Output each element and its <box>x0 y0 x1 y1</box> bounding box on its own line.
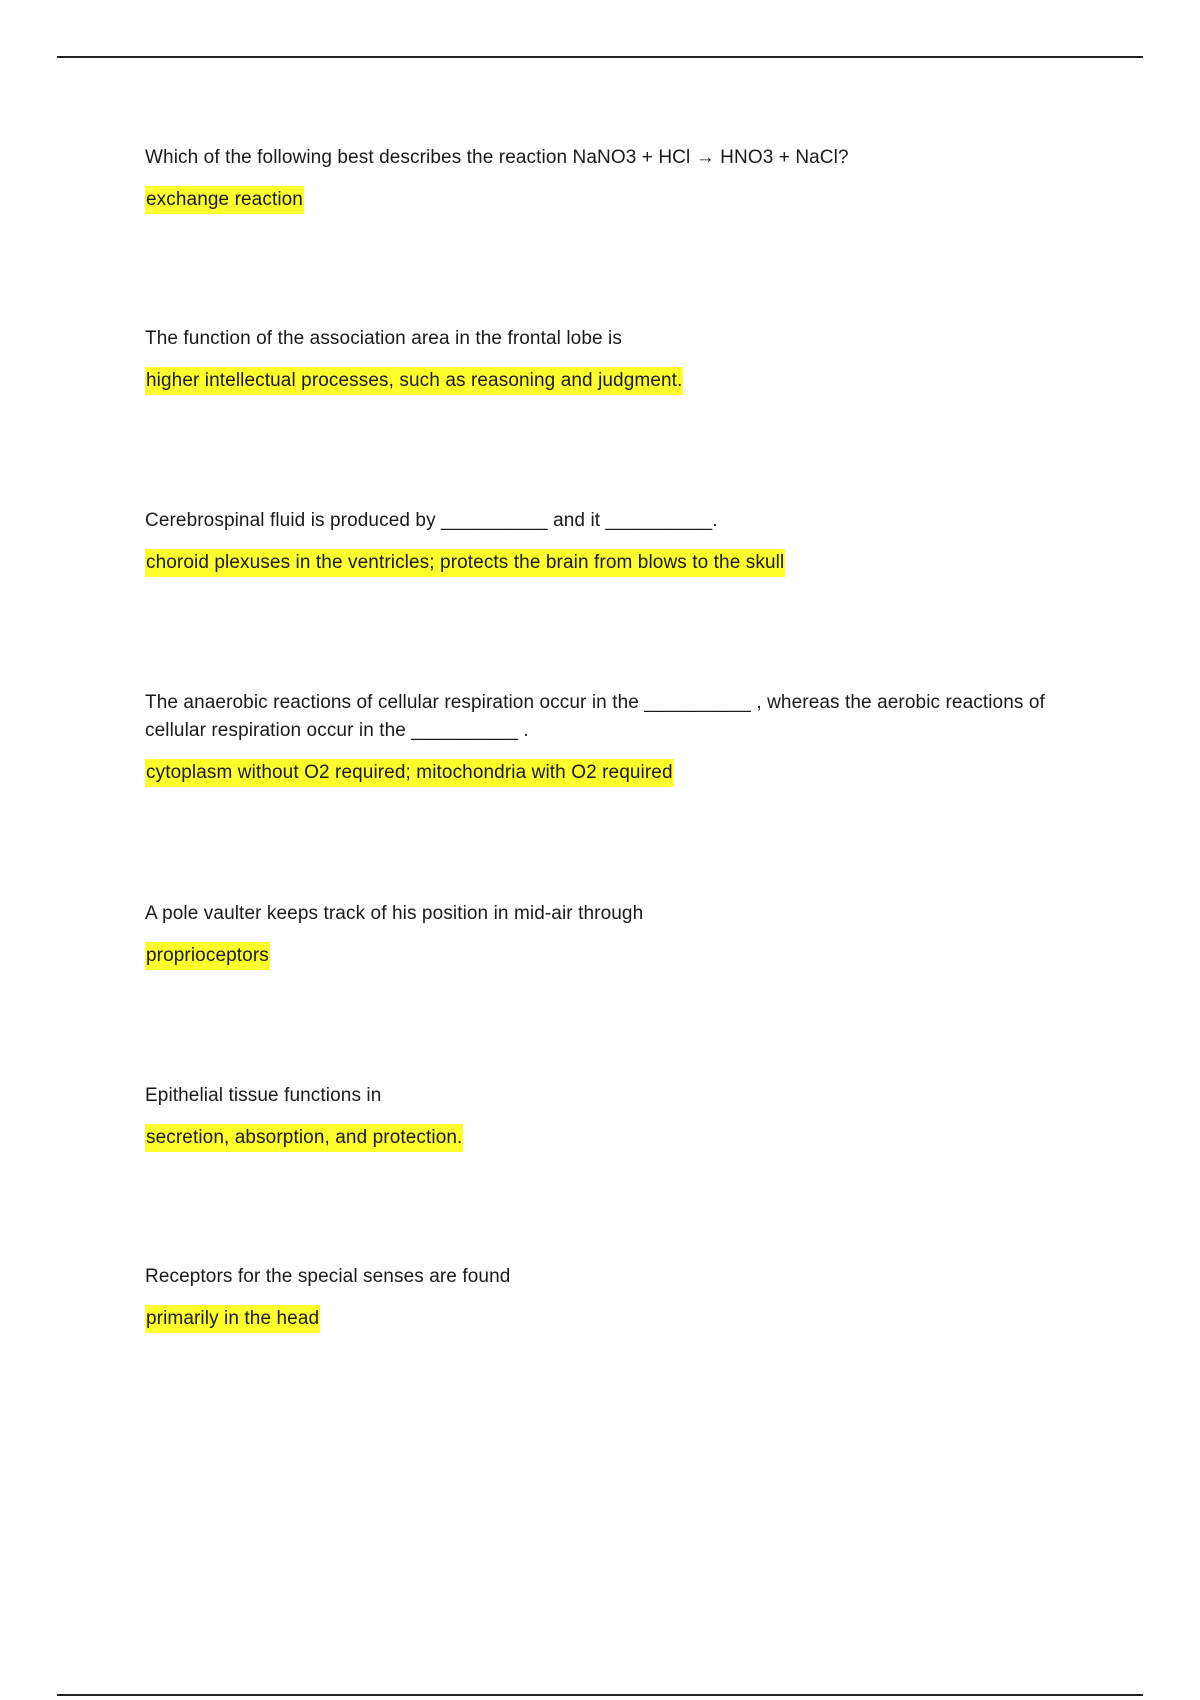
answer-highlight: proprioceptors <box>145 942 270 970</box>
answer-highlight: secretion, absorption, and protection. <box>145 1124 463 1152</box>
question-text: Which of the following best describes the reaction NaNO3 + HCl → HNO3 + NaCl? <box>145 147 849 168</box>
question-text: The anaerobic reactions of cellular respiration occur in the __________ , whereas the aerobic reactions of cellular respiration occur in the __________ . <box>145 692 1045 741</box>
question-text: Receptors for the special senses are found <box>145 1266 511 1287</box>
header-rule <box>57 56 1143 58</box>
qa-item <box>145 507 1085 577</box>
question-text: Cerebrospinal fluid is produced by __________ and it __________. <box>145 510 718 531</box>
answer-highlight: higher intellectual processes, such as reasoning and judgment. <box>145 367 683 395</box>
qa-item <box>145 689 1085 787</box>
qa-item <box>145 325 1085 395</box>
qa-item <box>145 1263 1085 1333</box>
answer-highlight: cytoplasm without O2 required; mitochondria with O2 required <box>145 759 674 787</box>
qa-item <box>145 1082 1085 1152</box>
question-text: A pole vaulter keeps track of his position in mid-air through <box>145 903 644 924</box>
answer-highlight: primarily in the head <box>145 1305 320 1333</box>
qa-item <box>145 900 1085 970</box>
answer-highlight: exchange reaction <box>145 186 304 214</box>
answer-highlight: choroid plexuses in the ventricles; protects the brain from blows to the skull <box>145 549 785 577</box>
question-text: The function of the association area in the frontal lobe is <box>145 328 622 349</box>
question-text: Epithelial tissue functions in <box>145 1085 382 1106</box>
footer-rule <box>57 1694 1143 1696</box>
qa-item <box>145 144 1085 214</box>
